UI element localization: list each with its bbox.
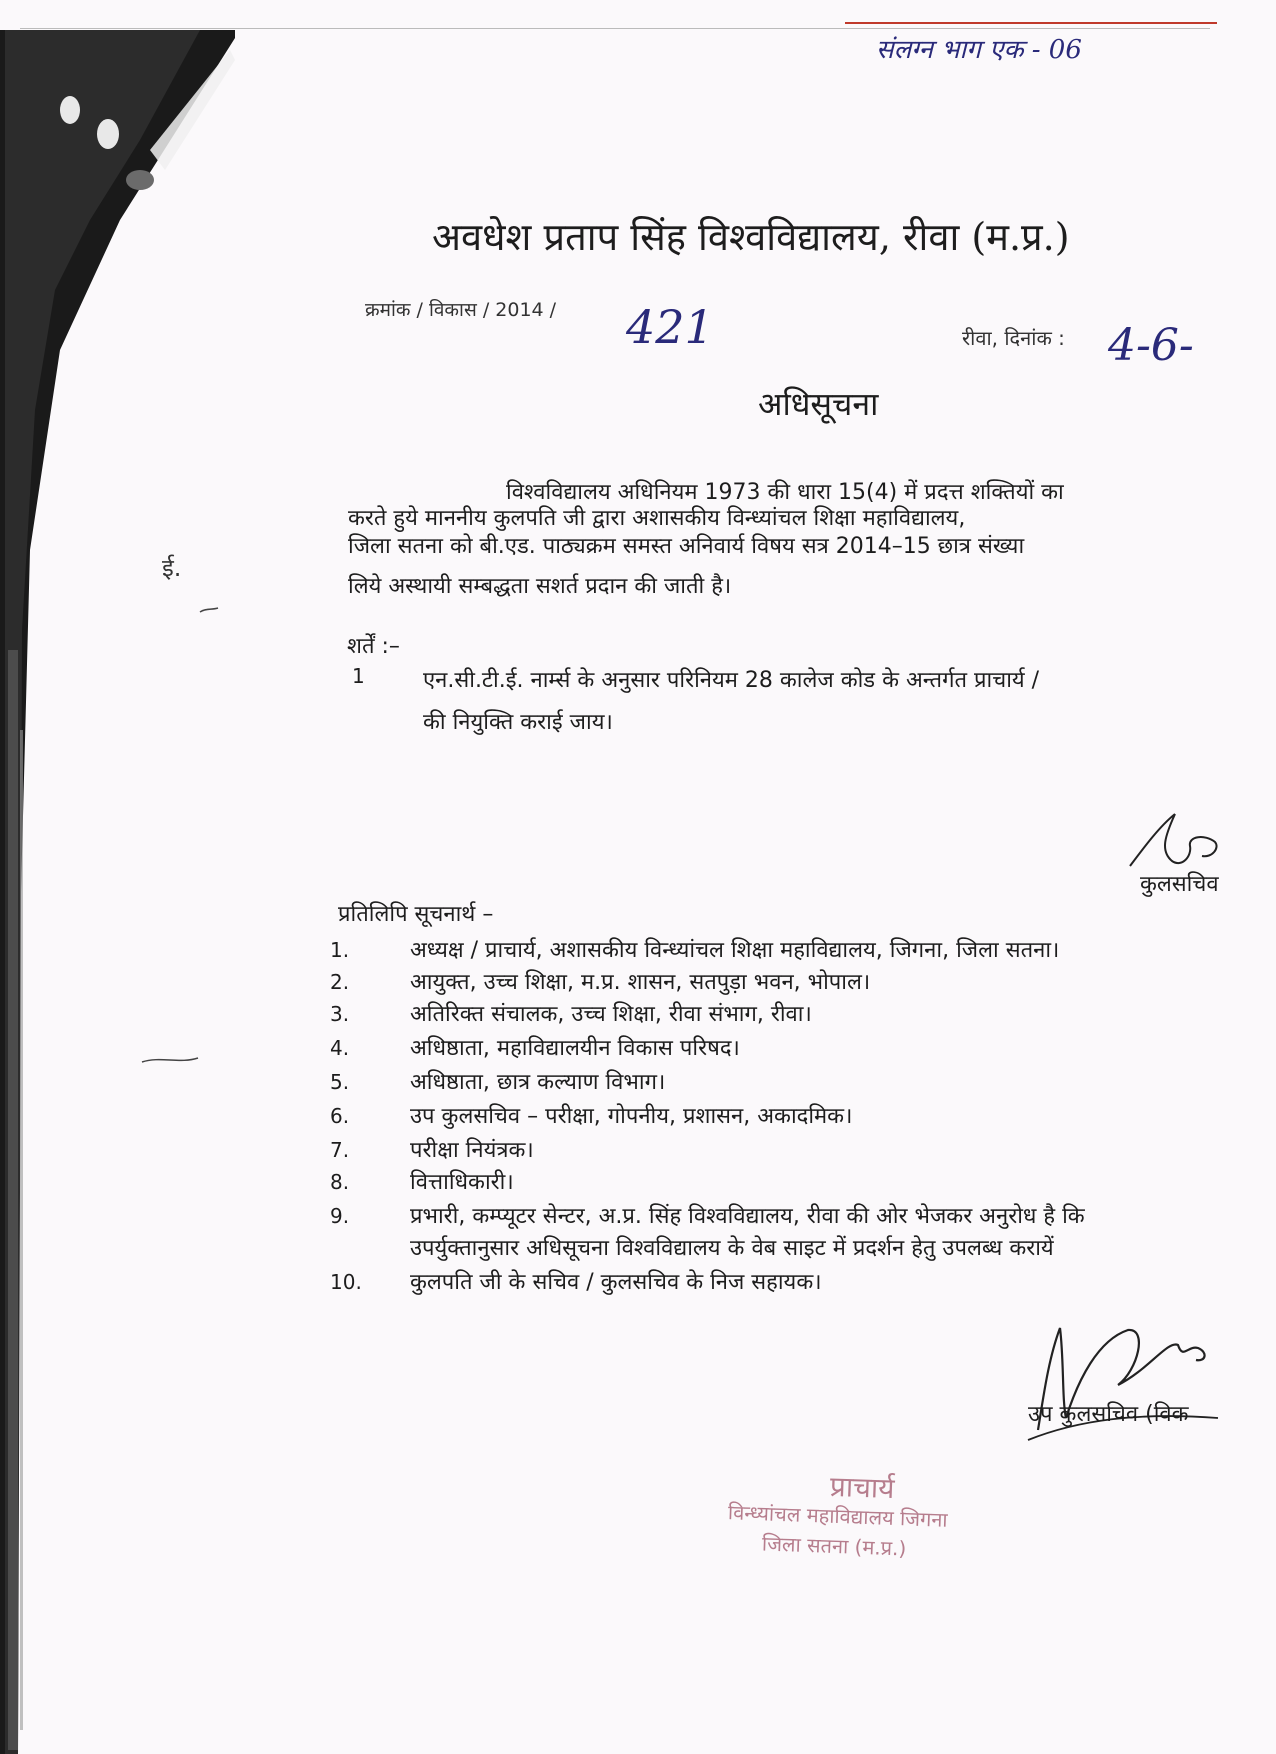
signature-registrar-label: कुलसचिव [1140, 872, 1219, 897]
copy-item-text: आयुक्त, उच्च शिक्षा, म.प्र. शासन, सतपुड़ा भवन, भोपाल। [410, 970, 871, 995]
copy-item-text: प्रभारी, कम्प्यूटर सेन्टर, अ.प्र. सिंह विश्वविद्यालय, रीवा की ओर भेजकर अनुरोध है कि [410, 1204, 1085, 1229]
date-label: रीवा, दिनांक : [962, 326, 1065, 350]
copy-item-number: 8. [330, 1170, 350, 1194]
copy-item-text: कुलपति जी के सचिव / कुलसचिव के निज सहायक। [410, 1270, 822, 1295]
condition-number: 1 [352, 664, 365, 688]
reference-label: क्रमांक / विकास / 2014 / [365, 299, 557, 321]
copy-list-item [330, 1100, 852, 1130]
copy-item-number: 4. [330, 1036, 350, 1060]
scan-edge-shadow [0, 30, 235, 1754]
stamp-principal-title: प्राचार्य [829, 1469, 896, 1506]
stamp-college-name: विन्ध्यांचल महाविद्यालय जिगना [727, 1500, 949, 1532]
scan-speck [160, 550, 220, 620]
body-line: लिये अस्थायी सम्बद्धता सशर्त प्रदान की जाती है। [348, 574, 732, 599]
copy-item-number: 7. [330, 1138, 350, 1162]
signature-registrar [1120, 806, 1230, 876]
copy-list-item [330, 934, 1059, 964]
copy-list-item [330, 1266, 822, 1296]
scan-speck [140, 1050, 200, 1070]
copy-list-item [330, 998, 812, 1028]
copy-item-number: 2. [330, 970, 350, 994]
conditions-heading: शर्तें :– [347, 634, 400, 659]
copy-item-text: अधिष्ठाता, छात्र कल्याण विभाग। [410, 1070, 666, 1095]
copy-item-number: 6. [330, 1104, 350, 1128]
date-value: 4-6- [1108, 320, 1194, 371]
notice-heading: अधिसूचना [758, 385, 879, 423]
copy-item-continuation: उपर्युक्तानुसार अधिसूचना विश्वविद्यालय के वेब साइट में प्रदर्शन हेतु उपलब्ध करायें [410, 1236, 1054, 1261]
copy-item-text: अतिरिक्त संचालक, उच्च शिक्षा, रीवा संभाग, रीवा। [410, 1002, 812, 1027]
copy-list-item [330, 1032, 740, 1062]
body-line: जिला सतना को बी.एड. पाठ्यक्रम समस्त अनिवार्य विषय सत्र 2014–15 छात्र संख्या [348, 534, 1025, 559]
svg-text:ई.: ई. [162, 554, 182, 582]
copy-item-text: वित्ताधिकारी। [410, 1170, 514, 1195]
copy-item-number: 1. [330, 938, 350, 962]
copy-item-text: परीक्षा नियंत्रक। [410, 1138, 534, 1163]
reference-number: 421 [626, 300, 714, 354]
copy-item-number: 3. [330, 1002, 350, 1026]
condition-line: की नियुक्ति कराई जाय। [423, 710, 613, 735]
handwritten-annexure-note: संलग्न भाग एक - 06 [876, 35, 1082, 65]
body-line: विश्वविद्यालय अधिनियम 1973 की धारा 15(4) में प्रदत्त शक्तियों का [506, 480, 1064, 505]
condition-line: एन.सी.टी.ई. नार्म्स के अनुसार परिनियम 28 कालेज कोड के अन्तर्गत प्राचार्य / [423, 668, 1040, 693]
copy-heading: प्रतिलिपि सूचनार्थ – [338, 902, 494, 927]
copy-item-text: अध्यक्ष / प्राचार्य, अशासकीय विन्ध्यांचल शिक्षा महाविद्यालय, जिगना, जिला सतना। [410, 938, 1060, 963]
copy-item-text: अधिष्ठाता, महाविद्यालयीन विकास परिषद। [410, 1036, 740, 1061]
copy-item-number: 10. [330, 1270, 362, 1294]
copy-list-item [330, 1134, 534, 1164]
copy-list-item [330, 1200, 1085, 1230]
top-rule-grey [20, 28, 1210, 29]
copy-list-item [330, 966, 870, 996]
copy-item-text: उप कुलसचिव – परीक्षा, गोपनीय, प्रशासन, अकादमिक। [410, 1104, 853, 1129]
copy-list-item [330, 1166, 514, 1196]
copy-item-number: 9. [330, 1204, 350, 1228]
top-rule-red [845, 22, 1217, 24]
body-line: करते हुये माननीय कुलपति जी द्वारा अशासकीय विन्ध्यांचल शिक्षा महाविद्यालय, [348, 506, 966, 531]
university-title: अवधेश प्रताप सिंह विश्वविद्यालय, रीवा (म.प्र.) [432, 215, 1070, 259]
stamp-district: जिला सतना (म.प्र.) [761, 1531, 907, 1561]
copy-item-number: 5. [330, 1070, 350, 1094]
copy-list-item [330, 1066, 665, 1096]
signature-deputy-registrar-label: उप कुलसचिव (विक [1028, 1402, 1189, 1427]
